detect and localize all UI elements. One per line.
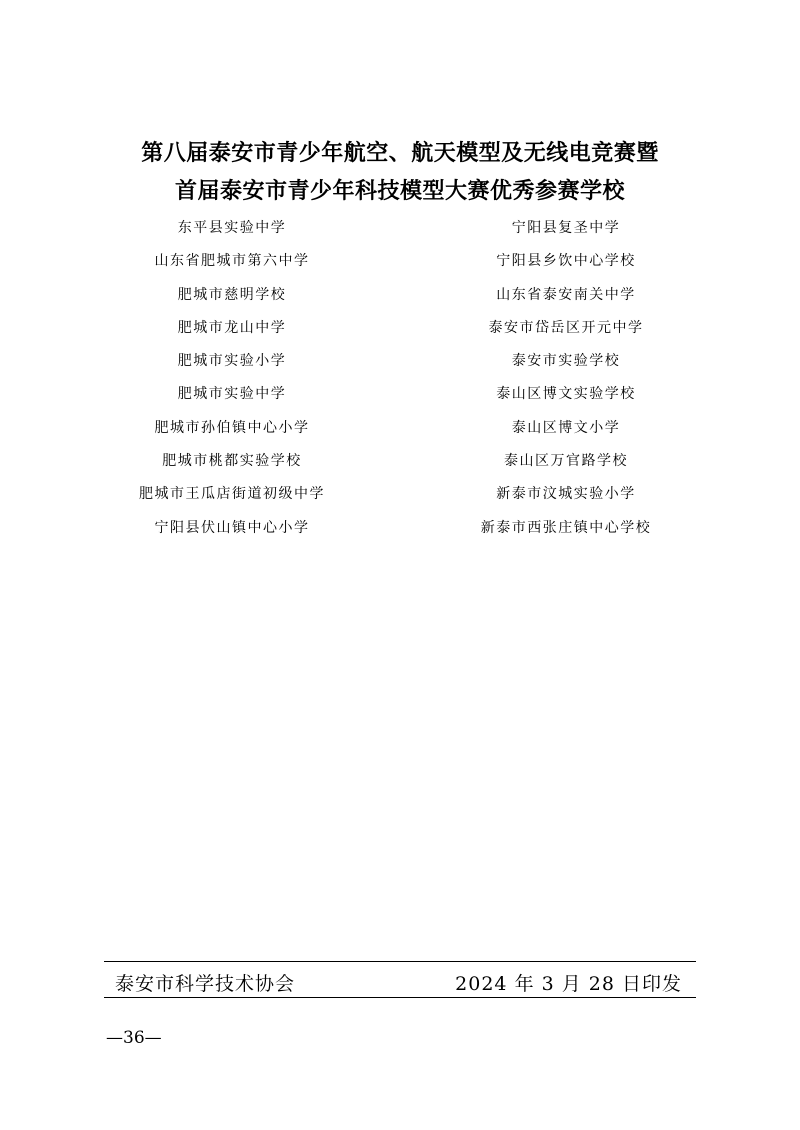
footer-top-rule (104, 961, 696, 962)
list-item: 肥城市慈明学校 (177, 286, 287, 303)
list-item: 肥城市王瓜店街道初级中学 (139, 486, 325, 503)
issue-date: 2024 年 3 月 28 日印发 (455, 973, 682, 995)
list-item: 泰安市岱岳区开元中学 (488, 319, 644, 336)
list-item: 山东省泰安南关中学 (496, 286, 636, 303)
list-item: 肥城市孙伯镇中心小学 (154, 419, 310, 436)
list-item: 肥城市实验小学 (177, 353, 287, 370)
school-list-left (82, 218, 382, 551)
list-item: 泰山区万官路学校 (504, 453, 628, 470)
list-item: 新泰市西张庄镇中心学校 (480, 519, 652, 536)
list-item: 泰山区博文小学 (511, 419, 621, 436)
list-item: 宁阳县乡饮中心学校 (496, 253, 636, 270)
list-item: 肥城市龙山中学 (177, 319, 287, 336)
list-item: 宁阳县复圣中学 (511, 220, 621, 236)
list-item: 泰山区博文实验学校 (496, 386, 636, 403)
document-title-line-2: 首届泰安市青少年科技模型大赛优秀参赛学校 (174, 178, 625, 204)
page-number: —36— (106, 1028, 162, 1048)
list-item: 新泰市汶城实验小学 (496, 486, 636, 503)
school-list-right (416, 218, 716, 551)
list-item: 泰安市实验学校 (511, 353, 621, 370)
list-item: 肥城市桃都实验学校 (162, 453, 302, 470)
list-item: 宁阳县伏山镇中心小学 (154, 519, 310, 536)
footer-bottom-rule (104, 997, 696, 998)
list-item: 肥城市实验中学 (177, 386, 287, 403)
issuer-name: 泰安市科学技术协会 (115, 973, 296, 995)
document-title-line-1: 第八届泰安市青少年航空、航天模型及无线电竞赛暨 (141, 140, 659, 166)
list-item: 山东省肥城市第六中学 (154, 253, 310, 270)
list-item: 东平县实验中学 (177, 220, 287, 236)
